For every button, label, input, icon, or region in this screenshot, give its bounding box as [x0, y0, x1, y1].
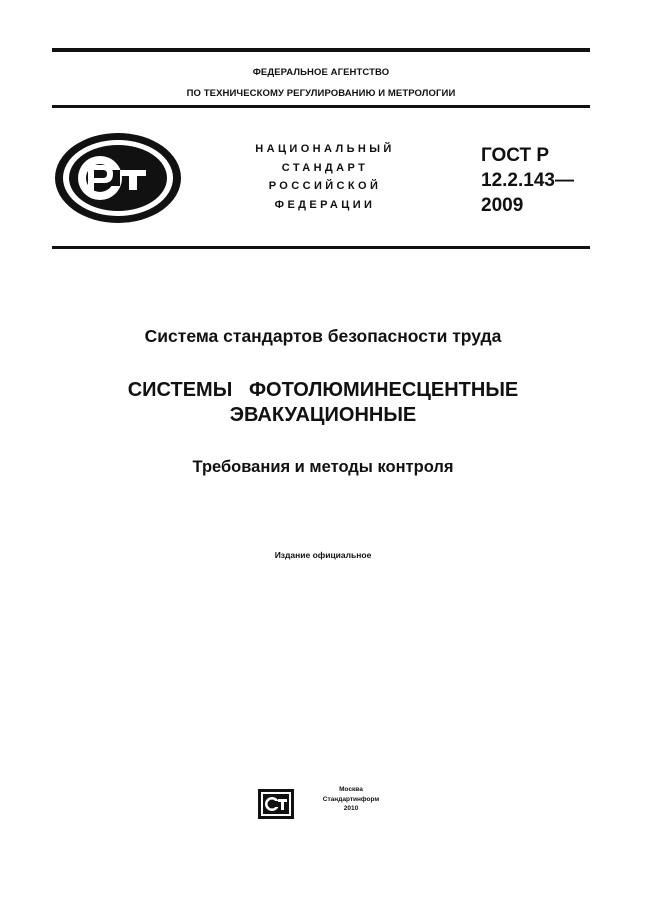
designation-line-2: 12.2.143— — [481, 170, 574, 191]
publisher-year: 2010 — [343, 805, 359, 812]
agency-line-2: ПО ТЕХНИЧЕСКОМУ РЕГУЛИРОВАНИЮ И МЕТРОЛОГИИ — [186, 88, 456, 99]
standard-designation — [481, 143, 574, 218]
rst-logo-icon — [52, 130, 184, 226]
designation-line-3: 2009 — [481, 195, 524, 216]
title-line-1: СИСТЕМЫ ФОТОЛЮМИНЕСЦЕНТНЫЕ — [127, 379, 519, 401]
publisher-name: Стандартинформ — [322, 795, 380, 803]
title-line-2: ЭВАКУАЦИОННЫЕ — [229, 404, 417, 426]
agency-block — [52, 62, 590, 104]
document-subtitle: Требования и методы контроля — [192, 458, 454, 476]
standard-type — [225, 140, 425, 214]
series-title: Система стандартов безопасности труда — [144, 326, 502, 346]
top-rule — [52, 48, 590, 52]
document-title — [0, 378, 646, 428]
standard-type-line-4: ФЕДЕРАЦИИ — [274, 198, 376, 211]
standartinform-logo-icon — [258, 789, 294, 819]
agency-line-1: ФЕДЕРАЛЬНОЕ АГЕНТСТВО — [252, 67, 390, 78]
publisher-block — [306, 785, 396, 814]
standard-type-line-3: РОССИЙСКОЙ — [268, 180, 382, 192]
designation-line-1: ГОСТ Р — [481, 145, 550, 166]
header-bottom-rule — [52, 246, 590, 249]
header-rule — [52, 105, 590, 108]
standard-type-line-1: НАЦИОНАЛЬНЫЙ — [255, 143, 395, 155]
publisher-city: Москва — [339, 786, 363, 793]
standard-type-line-2: СТАНДАРТ — [281, 161, 369, 174]
edition-note: Издание официальное — [274, 550, 372, 560]
